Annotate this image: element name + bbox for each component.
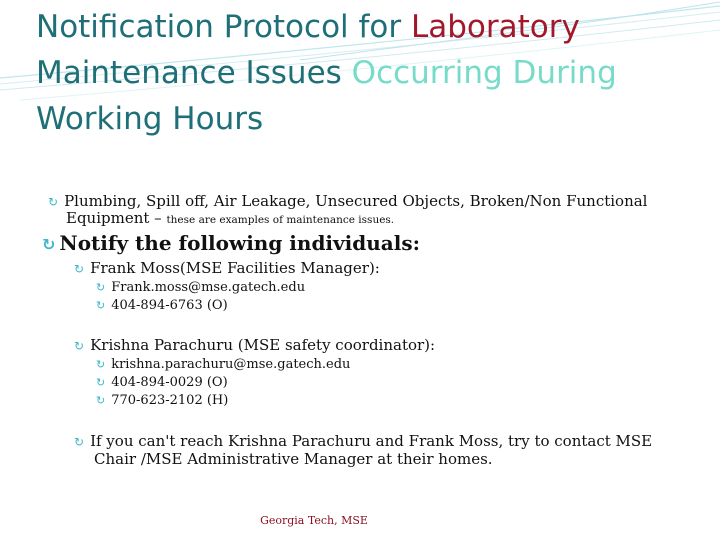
contact-name-text: Frank Moss(MSE Facilities Manager): [90, 259, 380, 277]
title-part-1: Notification Protocol for [36, 9, 411, 45]
curved-arrow-bullet-icon: ↻ [96, 299, 106, 312]
curved-arrow-bullet-icon: ↻ [42, 235, 56, 254]
phone-text: 404-894-6763 (O) [111, 298, 228, 313]
curved-arrow-bullet-icon: ↻ [74, 435, 85, 449]
curved-arrow-bullet-icon: ↻ [74, 339, 85, 353]
contact-detail [96, 393, 228, 408]
email-text: Frank.moss@mse.gatech.edu [111, 280, 306, 295]
contact-detail [96, 357, 350, 372]
contact-name [74, 259, 380, 277]
footer-text: Georgia Tech, MSE [260, 514, 368, 527]
phone-text: 770-623-2102 (H) [111, 393, 229, 408]
notify-heading [42, 231, 420, 255]
intro-line-2-small: these are examples of maintenance issues. [166, 214, 395, 226]
fallback-line-1: If you can't reach Krishna Parachuru and Frank Moss, try to contact MSE [90, 432, 653, 450]
title-part-3: Maintenance Issues [36, 55, 352, 91]
contact-name-text: Krishna Parachuru (MSE safety coordinator): [90, 336, 436, 354]
intro-line-2-main: Equipment – [66, 209, 167, 227]
curved-arrow-bullet-icon: ↻ [48, 195, 59, 209]
title-part-4: Occurring During [351, 55, 617, 91]
curved-arrow-bullet-icon: ↻ [96, 281, 106, 294]
title-part-5: Working Hours [36, 101, 264, 137]
phone-text: 404-894-0029 (O) [111, 375, 228, 390]
contact-detail [96, 375, 228, 390]
curved-arrow-bullet-icon: ↻ [74, 262, 85, 276]
curved-arrow-bullet-icon: ↻ [96, 358, 106, 371]
slide-title [36, 4, 696, 142]
intro-continuation [66, 209, 394, 227]
fallback-bullet [74, 432, 652, 450]
contact-name [74, 336, 435, 354]
notify-text: Notify the following individuals: [59, 231, 420, 255]
fallback-continuation [94, 450, 493, 468]
fallback-line-2: Chair /MSE Administrative Manager at their homes. [94, 450, 493, 468]
curved-arrow-bullet-icon: ↻ [96, 394, 106, 407]
contact-detail [96, 280, 305, 295]
intro-line-1: Plumbing, Spill off, Air Leakage, Unsecured Objects, Broken/Non Functional [64, 192, 648, 210]
title-part-2: Laboratory [410, 9, 580, 45]
email-text: krishna.parachuru@mse.gatech.edu [111, 357, 351, 372]
contact-detail [96, 298, 228, 313]
curved-arrow-bullet-icon: ↻ [96, 376, 106, 389]
